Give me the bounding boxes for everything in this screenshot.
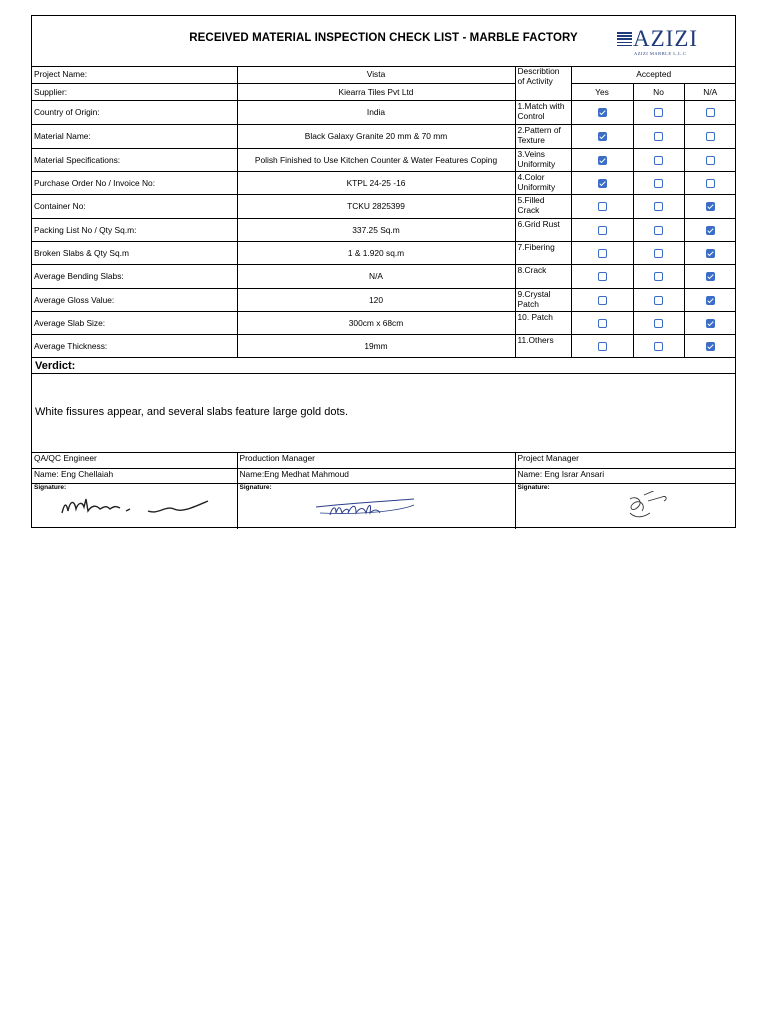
check-cell-yes [571,218,633,241]
check-cell-no [633,171,684,194]
check-cell-no [633,311,684,334]
activity-label: 6.Grid Rust [515,218,571,241]
check-cell-na [684,194,736,218]
field-value: Black Galaxy Granite 20 mm & 70 mm [237,124,515,148]
checkbox-yes-5[interactable] [598,202,607,211]
field-label: Packing List No / Qty Sq.m: [32,218,237,241]
logo-wordmark: AZIZI [633,26,699,51]
signature-qaqc-image [34,491,234,521]
checkbox-no-10[interactable] [654,319,663,328]
signature-cell-qaqc [32,484,237,529]
field-value: India [237,100,515,124]
name-project: Name: Eng Israr Ansari [515,469,736,484]
verdict-label: Verdict: [32,357,735,374]
logo-stripes-icon [617,32,632,48]
activity-label: 8.Crack [515,264,571,288]
field-label: Average Slab Size: [32,311,237,334]
field-label: Container No: [32,194,237,218]
field-value: 120 [237,288,515,311]
checkbox-no-9[interactable] [654,296,663,305]
activity-description-header: Describtion of Activity [515,66,571,100]
field-value: 19mm [237,334,515,357]
activity-label: 3.Veins Uniformity [515,148,571,171]
table-row [32,288,736,311]
activity-label: 10. Patch [515,311,571,334]
signature-cell-project [515,484,736,529]
field-value: KTPL 24-25 -16 [237,171,515,194]
sheet-header [32,16,735,67]
checkbox-no-8[interactable] [654,272,663,281]
check-cell-na [684,288,736,311]
signature-label: Signature: [517,484,550,491]
activity-label: 2.Pattern of Texture [515,124,571,148]
table-row [32,171,736,194]
inspection-sheet [31,15,736,528]
signature-label: Signature: [34,484,67,491]
field-value: 1 & 1.920 sq.m [237,241,515,264]
table-row [32,241,736,264]
role-title-production: Production Manager [237,453,515,469]
field-label: Supplier: [32,83,237,100]
field-label: Purchase Order No / Invoice No: [32,171,237,194]
field-label: Project Name: [32,66,237,83]
field-value: Polish Finished to Use Kitchen Counter & Water Features Coping [237,148,515,171]
checkbox-no-6[interactable] [654,226,663,235]
signoff-table [32,452,736,529]
document-title: RECEIVED MATERIAL INSPECTION CHECK LIST - MARBLE FACTORY [189,32,578,44]
activity-label: 5.Filled Crack [515,194,571,218]
check-cell-na [684,171,736,194]
checkbox-na-10[interactable] [706,319,715,328]
checkbox-yes-8[interactable] [598,272,607,281]
checkbox-na-9[interactable] [706,296,715,305]
checkbox-na-2[interactable] [706,132,715,141]
checkbox-na-7[interactable] [706,249,715,258]
check-cell-yes [571,241,633,264]
checkbox-yes-7[interactable] [598,249,607,258]
check-cell-no [633,100,684,124]
role-title-qaqc: QA/QC Engineer [32,453,237,469]
accepted-header: Accepted [571,66,736,83]
table-row [32,148,736,171]
table-row [32,124,736,148]
check-cell-no [633,218,684,241]
table-row [32,264,736,288]
activity-label: 11.Others [515,334,571,357]
check-cell-na [684,334,736,357]
checkbox-yes-9[interactable] [598,296,607,305]
field-label: Average Gloss Value: [32,288,237,311]
table-row [32,311,736,334]
activity-label: 1.Match with Control [515,100,571,124]
checkbox-no-5[interactable] [654,202,663,211]
checkbox-na-8[interactable] [706,272,715,281]
check-cell-na [684,100,736,124]
field-label: Average Thickness: [32,334,237,357]
check-cell-na [684,311,736,334]
field-value: Kiearra Tiles Pvt Ltd [237,83,515,100]
azizi-logo [617,26,717,60]
field-label: Broken Slabs & Qty Sq.m [32,241,237,264]
checkbox-no-11[interactable] [654,342,663,351]
table-row [32,100,736,124]
checkbox-yes-6[interactable] [598,226,607,235]
role-title-project: Project Manager [515,453,736,469]
checkbox-no-1[interactable] [654,108,663,117]
field-label: Country of Origin: [32,100,237,124]
signature-production-image [240,491,510,521]
field-value: 300cm x 68cm [237,311,515,334]
checkbox-na-5[interactable] [706,202,715,211]
check-cell-no [633,334,684,357]
check-cell-yes [571,148,633,171]
checkbox-na-3[interactable] [706,156,715,165]
check-cell-na [684,124,736,148]
logo-subtitle: AZIZI MARBLE L.L.C [634,51,687,56]
table-row [32,218,736,241]
check-cell-yes [571,100,633,124]
check-cell-yes [571,288,633,311]
check-cell-na [684,218,736,241]
name-production: Name:Eng Medhat Mahmoud [237,469,515,484]
signature-project-image [518,491,728,521]
checkbox-no-7[interactable] [654,249,663,258]
check-cell-no [633,124,684,148]
check-cell-na [684,241,736,264]
field-label: Material Name: [32,124,237,148]
field-value: TCKU 2825399 [237,194,515,218]
table-row [32,334,736,357]
checkbox-na-4[interactable] [706,179,715,188]
checkbox-na-6[interactable] [706,226,715,235]
check-cell-yes [571,171,633,194]
checkbox-yes-4[interactable] [598,179,607,188]
field-value: 337.25 Sq.m [237,218,515,241]
check-cell-yes [571,334,633,357]
verdict-text: White fissures appear, and several slabs feature large gold dots. [35,406,349,418]
check-cell-yes [571,264,633,288]
check-cell-yes [571,311,633,334]
checkbox-na-1[interactable] [706,108,715,117]
column-header-yes: Yes [571,83,633,100]
checkbox-no-4[interactable] [654,179,663,188]
field-value: N/A [237,264,515,288]
checkbox-na-11[interactable] [706,342,715,351]
check-cell-no [633,148,684,171]
field-value: Vista [237,66,515,83]
column-header-no: No [633,83,684,100]
activity-label: 7.Fibering [515,241,571,264]
table-row [32,83,736,100]
table-row [32,194,736,218]
inspection-table [32,66,736,358]
checkbox-yes-10[interactable] [598,319,607,328]
column-header-na: N/A [684,83,736,100]
checkbox-no-3[interactable] [654,156,663,165]
check-cell-no [633,288,684,311]
checkbox-yes-11[interactable] [598,342,607,351]
check-cell-na [684,264,736,288]
activity-label: 9.Crystal Patch [515,288,571,311]
checkbox-yes-2[interactable] [598,132,607,141]
activity-label: 4.Color Uniformity [515,171,571,194]
table-row [32,66,736,83]
checkbox-no-2[interactable] [654,132,663,141]
check-cell-yes [571,124,633,148]
check-cell-no [633,194,684,218]
check-cell-no [633,241,684,264]
check-cell-yes [571,194,633,218]
check-cell-na [684,148,736,171]
field-label: Material Specifications: [32,148,237,171]
checkbox-yes-1[interactable] [598,108,607,117]
name-qaqc: Name: Eng Chellaiah [32,469,237,484]
signature-label: Signature: [239,484,272,491]
field-label: Average Bending Slabs: [32,264,237,288]
signature-cell-production [237,484,515,529]
check-cell-no [633,264,684,288]
checkbox-yes-3[interactable] [598,156,607,165]
